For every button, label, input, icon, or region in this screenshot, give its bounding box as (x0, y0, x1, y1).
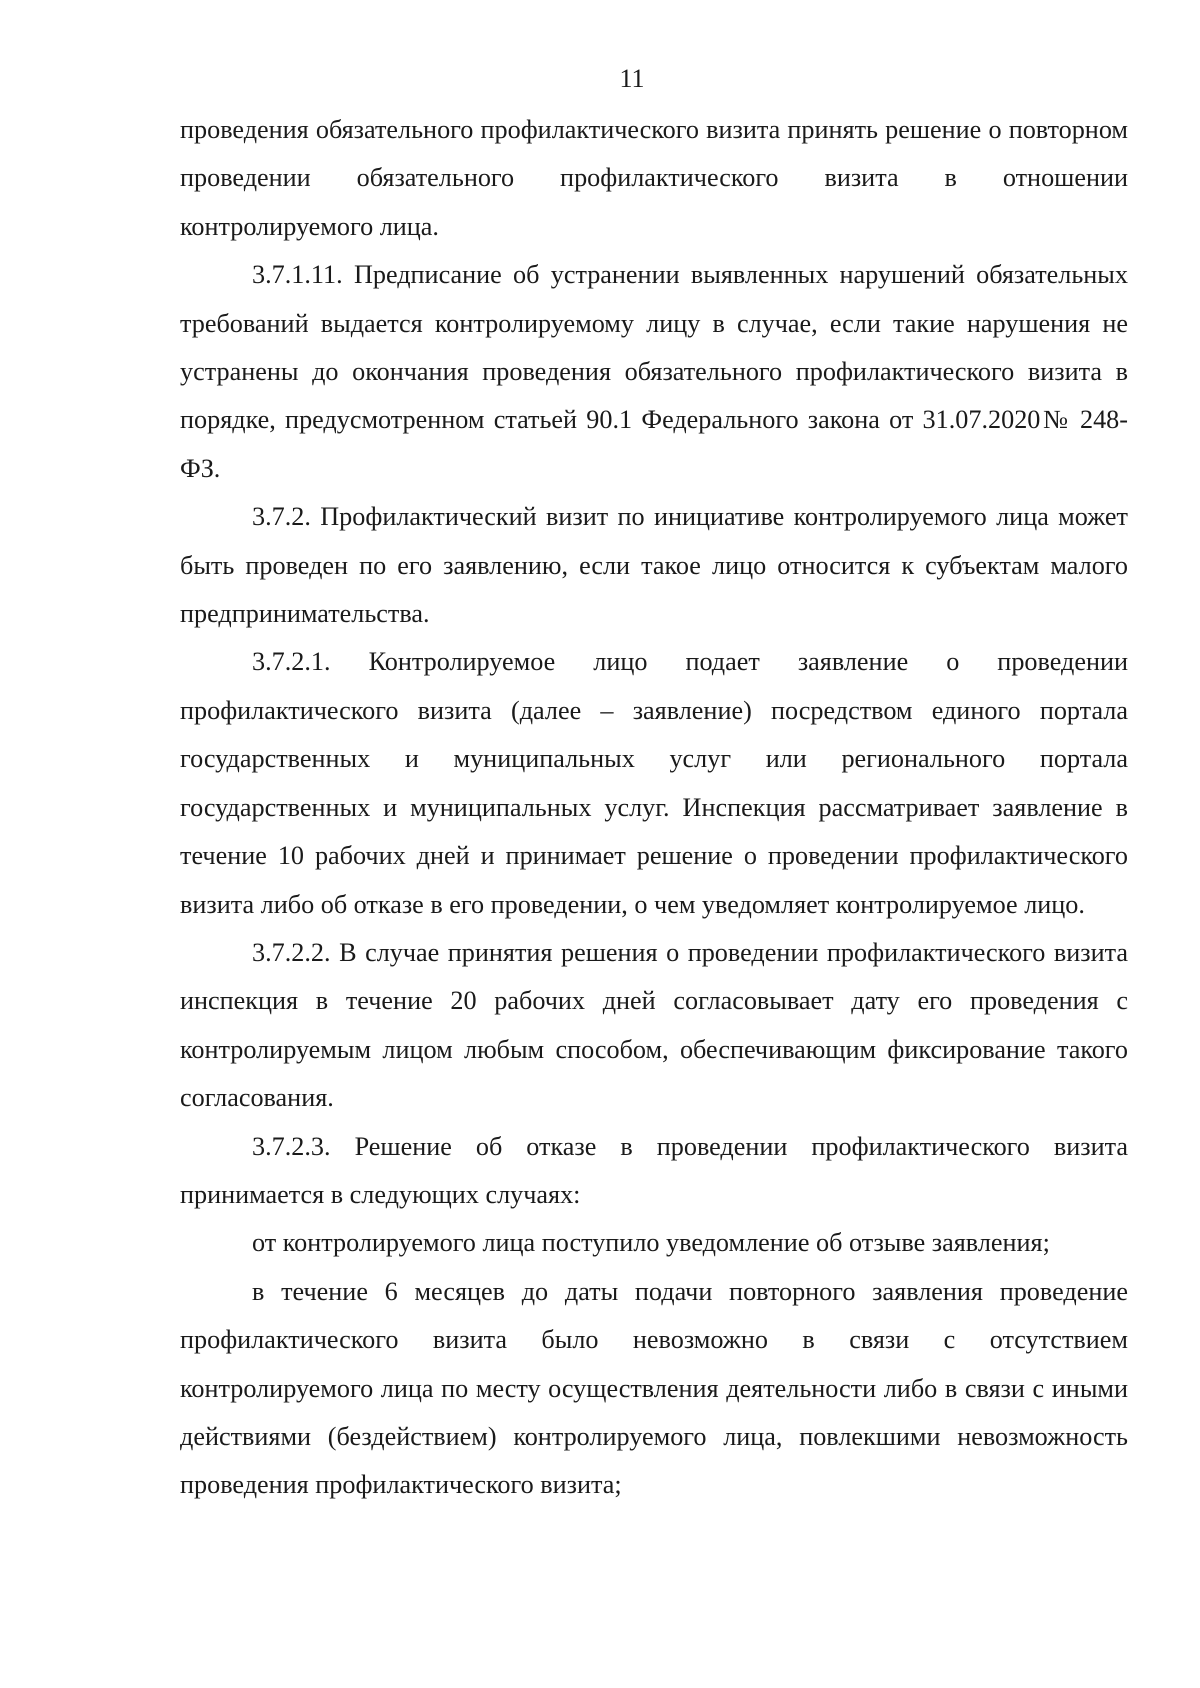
page-number: 11 (619, 64, 645, 93)
document-body (180, 106, 1128, 1510)
paragraph-3-7-1-11: 3.7.1.11. Предписание об устранении выявленных нарушений обязательных требований выдается контролируемому лицу в случае, если такие нарушения не устранены до окончания проведения обязательного профилактического визита в порядке, предусмотренном статьей 90.1 Федерального закона от 31.07.2020№ 248-ФЗ. (180, 260, 1128, 483)
paragraph-3-7-2-2: 3.7.2.2. В случае принятия решения о проведении профилактического визита инспекция в течение 20 рабочих дней согласовывает дату его проведения с контролируемым лицом любым способом, обеспечивающим фиксирование такого согласования. (180, 937, 1128, 1113)
paragraph-continuation: проведения обязательного профилактического визита принять решение о повторном проведении обязательного профилактического визита в отношении контролируемого лица. (180, 115, 1128, 241)
paragraph-3-7-2-3: 3.7.2.3. Решение об отказе в проведении профилактического визита принимается в следующих случаях: (180, 1131, 1128, 1209)
list-item-withdrawal: от контролируемого лица поступило уведомление об отзыве заявления; (252, 1228, 1050, 1258)
paragraph-3-7-2: 3.7.2. Профилактический визит по инициативе контролируемого лица может быть проведен по его заявлению, если такое лицо относится к субъектам малого предпринимательства. (180, 502, 1128, 629)
paragraph-3-7-2-1: 3.7.2.1. Контролируемое лицо подает заявление о проведении профилактического визита (далее – заявление) посредством единого портала государственных и муниципальных услуг или регионального портала государственных и муниципальных услуг. Инспекция рассматривает заявление в течение 10 рабочих дней и принимает решение о проведении профилактического визита либо об отказе в его проведении, о чем уведомляет контролируемое лицо. (180, 647, 1128, 919)
list-item-impossibility: в течение 6 месяцев до даты подачи повторного заявления проведение профилактического визита было невозможно в связи с отсутствием контролируемого лица по месту осуществления деятельности либо в связи с иными действиями (бездействием) контролируемого лица, повлекшими невозможность проведения профилактического визита; (180, 1276, 1128, 1500)
